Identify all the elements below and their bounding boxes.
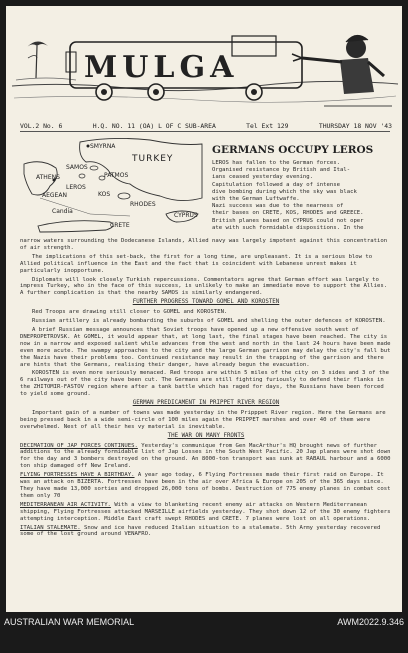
aegean-map <box>20 134 206 242</box>
map-label-rhodes: RHODES <box>130 201 156 208</box>
front-item <box>20 443 392 471</box>
issue-date: THURSDAY 18 NOV '43 <box>318 122 392 130</box>
lead-line: Organised resistance by British and Ital- <box>212 167 351 174</box>
front-item-lead: MEDITERRANEAN AIR ACTIVITY. <box>20 501 111 508</box>
leros-paragraph: The implications of this set-back, the first for a long time, are unpleasant. It is a serious blow to Allied political influence in the East and the fact that is coincident with Lebanese unrest makes it particularly inopportune. <box>20 253 373 274</box>
volume-number: VOL.2 No. 6 <box>20 122 63 130</box>
front-item <box>20 525 392 539</box>
front-item-lead: FLYING FORTRESSES HAVE A BIRTHDAY. <box>20 472 135 479</box>
map-label-samos: SAMOS <box>66 164 88 171</box>
lead-line: ate with such formidable dispositions. In the <box>212 224 364 231</box>
front-item <box>20 502 392 523</box>
front-item-lead: DECIMATION OF JAP FORCES CONTINUES. <box>20 442 138 449</box>
front-item-text: A year ago today, 6 Flying Fortresses made their first raid on Europe. It was an attack on BIZERTA. Fortresses have been in the air over Africa & Europe on 205 of the 365 days since. They have made 13,000 sorties and dropped 26,000 tons of bombs. Destruction of 775 enemy planes in combat cost them only 70 <box>20 472 391 499</box>
footer-accession-number: AWM2022.9.346 <box>337 617 404 627</box>
article-body <box>20 238 392 540</box>
map-label-candia: Candia <box>52 208 73 215</box>
map-label-patmos: PATMOS <box>104 172 129 179</box>
lead-story-column <box>212 160 394 232</box>
map-label-smyrna: SMYRNA <box>90 143 116 150</box>
prippet-paragraph: Important gain of a number of towns was made yesterday in the Pripppet River region. Here the Germans are being pressed back in a wide semi-circle of 100 miles again the PRIPPET marshes and over 40 of them were overwhelmed. Nest of all their hes vy material is inevitable. <box>20 409 386 430</box>
masthead-title: MULGA <box>84 50 239 85</box>
lead-line: British planes based on CYPRUS could not oper <box>212 217 364 224</box>
map-label-kos: KOS <box>98 191 111 198</box>
map-label-leros: LEROS <box>66 184 86 191</box>
headquarters-line: H.Q. NO. 11 (OA) L OF C SUB-AREA <box>92 122 216 130</box>
gomel-paragraph: A brief Russian message announces that Soviet troops have opened up a new offensive south west of DNEPROPETROVSK. At GOMEL, it would appear that, at long last, the final stages have been reached. The city is now in a narrow and exposed salient while advances from the west and north in the last 24 hours have been made even more acute. The swampy approaches to the city and the large German garrison may delay the city's fall but the Nazis have their problems too. Continued resistance may result in the trapping of the garrison and there are hints that the Germans, realising their danger, have already begun the evacuation. <box>20 326 391 368</box>
front-item-text: Snow and ice have reduced Italian situation to a stalemate. 5th Army yesterday recovered some of the lost ground around VENAFRO. <box>20 524 381 538</box>
issue-info-bar <box>20 122 392 130</box>
lead-line: Capitulation followed a day of intense <box>212 181 340 188</box>
section-heading-prippet: GERMAN PREDICAMENT IN PRIPPET RIVER REGION <box>132 400 280 407</box>
gomel-paragraph: KOROSTEN is even more seriously menaced. Red troops are within 5 miles of the city on 3 sides and 3 of the 6 railways out of the city have been cut. The Germans are still fighting furiously to defend their flanks in the ZHITOMIR-FASTOV region where after a tank battle which has raged for days, the Russians have been forced to yield some ground. <box>20 370 389 398</box>
map-label-athens: ATHENS <box>36 174 60 181</box>
front-item-text: With a view to blanketing recent enemy air attacks on Western Mediterranean shipping, Flying Fortresses attacked MARSEILLE airfields yesterday. They shot down 12 of the 30 enemy fighters attempting interception. Middle East craft swept RHODES and CRETE. 7 planes were lost on all operations. <box>20 501 391 522</box>
front-item-text: Yesterday's communique from Gen MacArthur's HQ brought news of further additions to the already formidable list of Jap Losses in the South West Pacific. 20 Jap planes were shot down for the day and 3 bombers destroyed on the ground. An 8000-ton transport was sunk at RABAUL harbour and a 6000 ton ship damaged off New Ireland. <box>20 442 391 470</box>
lead-line: LEROS has fallen to the German forces. <box>212 160 340 166</box>
main-headline: GERMANS OCCUPY LEROS <box>212 144 374 156</box>
gomel-paragraph: Red Troops are drawing still closer to GOMEL and KOROSTEN. <box>32 309 228 316</box>
lead-line: with the German Luftwaffe. <box>212 196 300 203</box>
map-label-cyprus: CYPRUS <box>174 212 198 219</box>
footer-institution: AUSTRALIAN WAR MEMORIAL <box>4 617 135 627</box>
newspaper-sheet <box>6 6 402 612</box>
header-rule <box>20 131 390 132</box>
leros-paragraph: Diplomats will look closely Turkish repercussions. Commentators agree that German effort was largely to impress Turkey, who in the face of this success, is unlikely to make an immediate move to support the Allies. A further complication is that the nearby SAMOS is similarly endangered. <box>20 276 388 297</box>
section-heading-gomel: FURTHER PROGRESS TOWARD GOMEL AND KOROSTEN <box>132 299 280 306</box>
map-label-crete: CRETE <box>110 222 130 229</box>
lead-line: their bases on CRETE, KOS, RHODES and GREECE. <box>212 210 364 217</box>
section-heading-many-fronts: THE WAR ON MANY FRONTS <box>167 432 245 439</box>
leros-continuation: narrow waters surrounding the Dodecanese Islands, Allied navy was largely impotent against this concentration of air strength. <box>20 238 388 251</box>
front-item-lead: ITALIAN STALEMATE. <box>20 524 81 531</box>
lead-line: Nazi success was due to the nearness of <box>212 203 344 210</box>
lead-line: dive bombing during which the sky was black <box>212 188 357 195</box>
front-item <box>20 472 392 500</box>
gomel-paragraph: Russian artillery is already bombarding the suburbs of GOMEL and shelling the outer defences of KOROSTEN. <box>32 318 386 325</box>
map-label-turkey: TURKEY <box>132 154 174 164</box>
lead-line: ians ceased yesterday evening. <box>212 174 314 181</box>
telephone-extension: Tel Ext 129 <box>246 122 289 130</box>
masthead <box>6 6 402 118</box>
map-label-aegean: AEGEAN <box>42 192 67 199</box>
archive-footer <box>0 614 408 653</box>
